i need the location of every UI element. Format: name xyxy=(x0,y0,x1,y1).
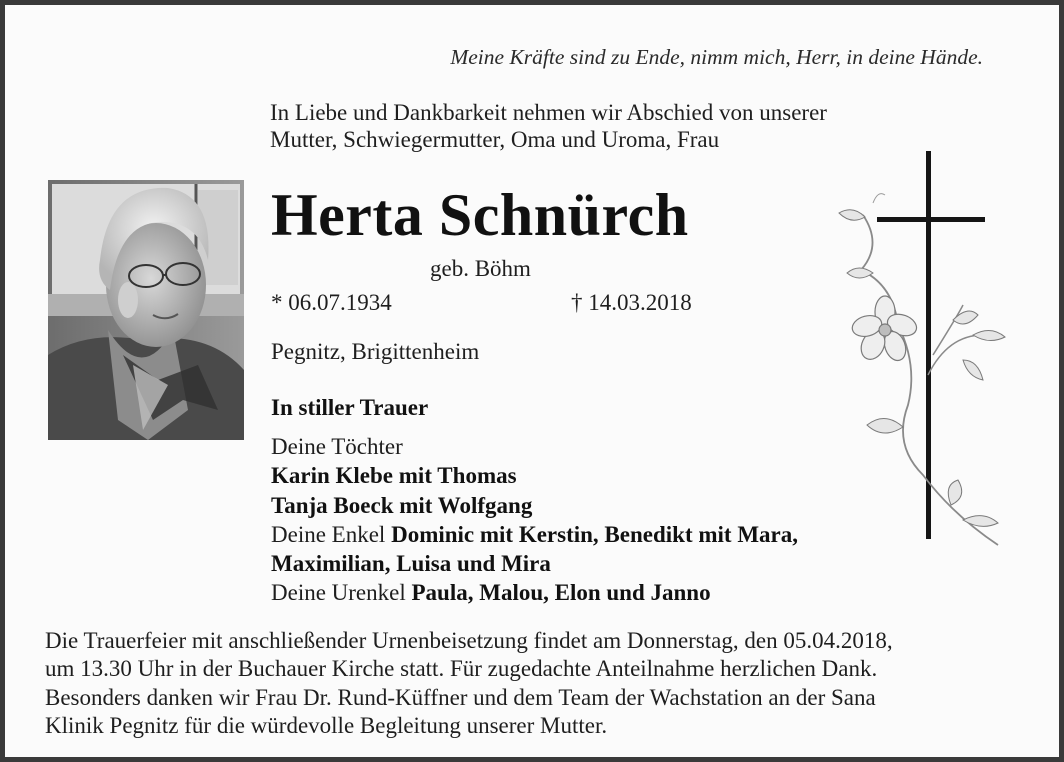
funeral-notice xyxy=(45,627,1045,740)
intro-line: Mutter, Schwiegermutter, Oma und Uroma, Frau xyxy=(270,127,720,152)
place: Pegnitz, Brigittenheim xyxy=(271,339,480,364)
motto-quote: Meine Kräfte sind zu Ende, nimm mich, Herr, in deine Hände. xyxy=(450,45,983,69)
intro-line: In Liebe und Dankbarkeit nehmen wir Abschied von unserer xyxy=(270,100,827,125)
cross-with-flower-icon xyxy=(833,145,1008,555)
daughter-name: Karin Klebe mit Thomas xyxy=(271,463,517,489)
born-name: geb. Böhm xyxy=(430,256,531,281)
mourning-heading: In stiller Trauer xyxy=(271,395,429,420)
grandchildren-names: Maximilian, Luisa und Mira xyxy=(271,551,551,577)
daughters-label: Deine Töchter xyxy=(271,434,403,459)
daughter-name: Tanja Boeck mit Wolfgang xyxy=(271,492,533,518)
great-grandchildren-label: Deine Urenkel xyxy=(271,580,406,606)
death-date: † 14.03.2018 xyxy=(571,290,692,315)
notice-line: Besonders danken wir Frau Dr. Rund-Küffner und dem Team der Wachstation an der Sana xyxy=(45,684,876,710)
deceased-name: Herta Schnürch xyxy=(271,182,689,248)
notice-line: Klinik Pegnitz für die würdevolle Begleitung unserer Mutter. xyxy=(45,712,608,738)
great-grandchildren-names: Paula, Malou, Elon und Janno xyxy=(411,580,711,606)
family-list xyxy=(271,432,911,608)
notice-line: um 13.30 Uhr in der Buchauer Kirche statt. Für zugedachte Anteilnahme herzlichen Dank. xyxy=(45,656,878,682)
notice-line: Die Trauerfeier mit anschließender Urnenbeisetzung findet am Donnerstag, den 05.04.2018, xyxy=(45,628,893,653)
grandchildren-names: Dominic mit Kerstin, Benedikt mit Mara, xyxy=(391,521,798,547)
grandchildren-label: Deine Enkel xyxy=(271,521,386,547)
birth-date: * 06.07.1934 xyxy=(271,290,392,315)
portrait-photo xyxy=(48,180,244,440)
